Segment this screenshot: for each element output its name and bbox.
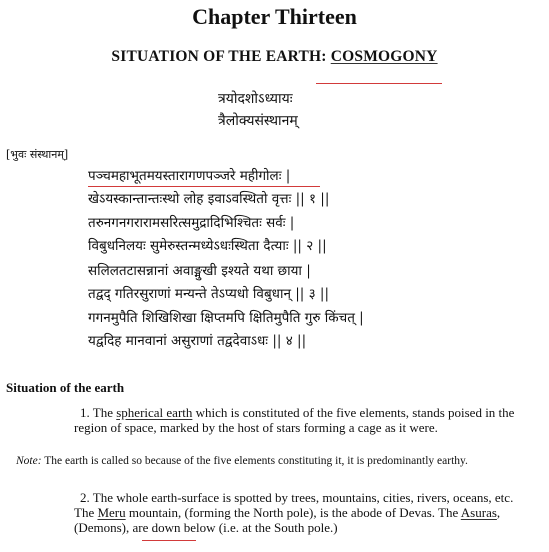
title-prefix: SITUATION OF THE EARTH:	[111, 48, 331, 65]
note-text: The earth is called so because of the five elements constituting it, it is predominantly earthy.	[41, 455, 468, 467]
paragraph-2-asuras: Asuras	[460, 505, 497, 520]
verse-line: सलिलतटासन्नानां अवाङ्मुखी इश्यते यथा छाया |	[88, 263, 311, 279]
verse-line: तद्वद् गतिरसुराणां मन्यन्ते तेऽप्यधो विबुधान् || ३ ||	[88, 286, 330, 302]
verse-line: यद्वदिह मानवानां असुराणां तद्वदेवाऽधः || ४ ||	[88, 333, 307, 349]
chapter-heading: Chapter Thirteen	[192, 4, 357, 29]
note-label: Note:	[16, 455, 42, 467]
paragraph-1	[74, 405, 534, 435]
sanskrit-section-heading: त्रैलोक्यसंस्थानम्	[218, 113, 298, 129]
verse-line: गगनमुपैति शिखिशिखा क्षिप्तमपि क्षितिमुपैति गुरु किंचत् |	[88, 310, 364, 326]
title-highlight: COSMOGONY	[330, 48, 438, 65]
section-title: Situation of the earth	[6, 380, 125, 395]
verse-line: पञ्चमहाभूतमयस्तारागणपञ्जरे महीगोलः |	[88, 168, 291, 184]
red-annotation-line-title	[316, 83, 442, 84]
verse-line: तरुनगनगरारामसरित्समुद्रादिभिश्चितः सर्वः |	[88, 215, 295, 231]
paragraph-1-number: 1. The	[80, 405, 117, 420]
paragraph-2-part1: 2. The whole earth-surface is spotted by trees, mountains, cities, rivers, oceans, etc. The	[74, 490, 514, 520]
note	[16, 454, 536, 468]
chapter-title	[0, 48, 549, 66]
verse-line: विबुधनिलयः सुमेरुस्तन्मध्येऽधःस्थिता दैत्याः || २ ||	[88, 238, 327, 254]
paragraph-1-underlined: spherical earth	[116, 405, 193, 420]
paragraph-2-part2: mountain, (forming the North pole), is the abode of Devas. The	[125, 505, 461, 520]
verse-line: खेऽयस्कान्तान्तःस्थो लोह इवाऽवस्थितो वृत्तः || १ ||	[88, 191, 330, 207]
sanskrit-bracket-label: [भुवः संस्थानम्]	[6, 148, 69, 161]
paragraph-2-part3: , (Demons), are down below (i.e. at the South pole.)	[74, 505, 501, 535]
paragraph-2-meru: Meru	[97, 505, 126, 520]
red-annotation-line-verse	[88, 186, 320, 187]
red-annotation-line-asuras	[142, 540, 196, 541]
sanskrit-chapter-heading: त्रयोदशोऽध्यायः	[218, 91, 293, 107]
paragraph-1-rest: which is constituted of the five elements, stands poised in the region of space, marked by the host of stars forming a cage as it were.	[74, 405, 515, 435]
paragraph-2	[74, 490, 536, 535]
